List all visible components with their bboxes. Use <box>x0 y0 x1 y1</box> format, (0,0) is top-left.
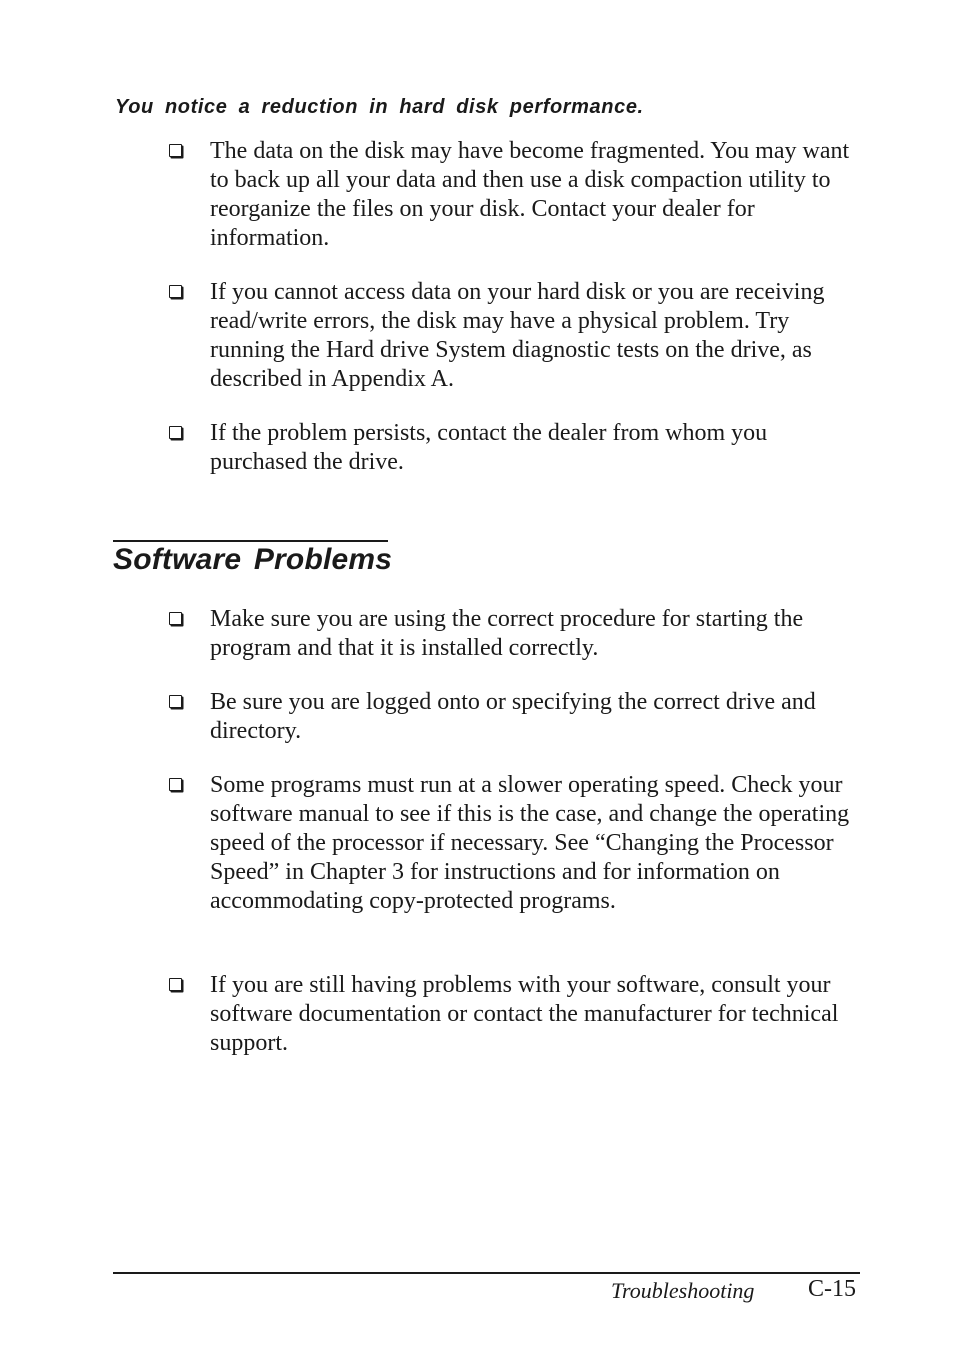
list-item-text: Make sure you are using the correct procedure for starting the program and that it is installed correctly. <box>210 606 804 661</box>
footer-section-name: Troubleshooting <box>611 1278 755 1303</box>
page-number: C-15 <box>808 1276 856 1302</box>
list-item-text: If you are still having problems with your software, consult your software documentation or contact the manufacturer for technical support. <box>210 972 839 1056</box>
checkbox-bullet-icon <box>169 612 182 625</box>
checkbox-bullet-icon <box>169 285 182 298</box>
checkbox-bullet-icon <box>169 144 182 157</box>
checkbox-bullet-icon <box>169 978 182 991</box>
checkbox-bullet-icon <box>169 778 182 791</box>
checkbox-bullet-icon <box>169 695 182 708</box>
section-title: Software Problems <box>113 543 393 576</box>
list-item-text: The data on the disk may have become fragmented. You may want to back up all your data and then use a disk compaction utility to reorganize the files on your disk. Contact your dealer for information. <box>210 138 850 251</box>
list-item-text: Be sure you are logged onto or specifying the correct drive and directory. <box>210 689 816 744</box>
list-item-text: If you cannot access data on your hard disk or you are receiving read/write errors, the disk may have a physical problem. Try running the Hard drive System diagnostic tests on the drive, as described in Appendix A. <box>210 279 825 392</box>
checkbox-bullet-icon <box>169 426 182 439</box>
list-item-text: If the problem persists, contact the dealer from whom you purchased the drive. <box>210 420 768 475</box>
section-divider <box>113 540 388 542</box>
list-item-text: Some programs must run at a slower operating speed. Check your software manual to see if this is the case, and change the operating speed of the processor if necessary. See “Changing the Processor Speed” in Chapter 3 for instructions and for information on accommodating copy-protected programs. <box>210 772 850 914</box>
footer-divider <box>113 1272 860 1274</box>
subsection-heading: You notice a reduction in hard disk performance. <box>115 96 644 118</box>
